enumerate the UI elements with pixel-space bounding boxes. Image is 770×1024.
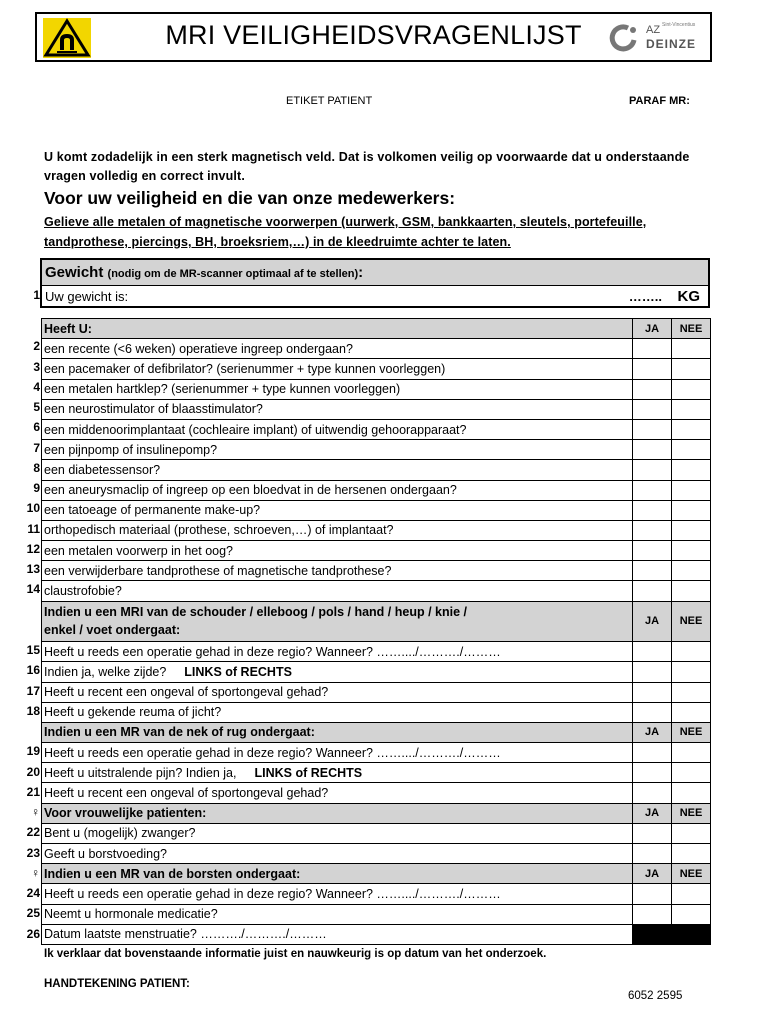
questions-table bbox=[41, 318, 711, 945]
question-number: 10 bbox=[26, 501, 40, 516]
no-checkbox[interactable] bbox=[672, 904, 711, 924]
question-text bbox=[42, 904, 633, 924]
yes-column-header: JA bbox=[633, 722, 672, 742]
yes-checkbox[interactable] bbox=[633, 743, 672, 763]
question-label: Heeft u uitstralende pijn? Indien ja, bbox=[44, 765, 237, 780]
question-number: 4 bbox=[33, 379, 40, 394]
no-checkbox bbox=[672, 924, 711, 944]
yes-checkbox bbox=[633, 924, 672, 944]
question-text bbox=[42, 541, 633, 561]
no-checkbox[interactable] bbox=[672, 500, 711, 520]
question-number: 20 bbox=[26, 764, 40, 779]
question-text bbox=[42, 823, 633, 843]
question-row bbox=[42, 581, 711, 601]
question-label: Heeft u reeds een operatie gehad in deze regio? Wanneer? ……..../………./……… bbox=[44, 745, 501, 760]
no-checkbox[interactable] bbox=[672, 339, 711, 359]
section-heading bbox=[42, 319, 633, 339]
no-column-header: NEE bbox=[672, 319, 711, 339]
yes-checkbox[interactable] bbox=[633, 339, 672, 359]
safety-heading: Voor uw veiligheid en die van onze medewerkers: bbox=[44, 188, 456, 208]
question-row bbox=[42, 541, 711, 561]
section-header bbox=[42, 601, 711, 642]
logo-sub: Sint-Vincentius bbox=[662, 22, 696, 28]
no-checkbox[interactable] bbox=[672, 561, 711, 581]
yes-checkbox[interactable] bbox=[633, 662, 672, 682]
hospital-logo bbox=[606, 22, 702, 54]
question-number: 12 bbox=[26, 541, 40, 556]
side-choice[interactable]: LINKS of RECHTS bbox=[254, 765, 363, 780]
section-header bbox=[42, 864, 711, 884]
yes-checkbox[interactable] bbox=[633, 823, 672, 843]
declaration: Ik verklaar dat bovenstaande informatie juist en nauwkeurig is op datum van het onderzoek. bbox=[44, 948, 547, 960]
yes-checkbox[interactable] bbox=[633, 642, 672, 662]
question-label: Heeft u gekende reuma of jicht? bbox=[44, 705, 222, 720]
no-checkbox[interactable] bbox=[672, 440, 711, 460]
question-number: 11 bbox=[27, 521, 40, 536]
question-number: 15 bbox=[26, 643, 40, 657]
yes-checkbox[interactable] bbox=[633, 520, 672, 540]
section-header bbox=[42, 319, 711, 339]
section-heading-text: Voor vrouwelijke patienten: bbox=[44, 806, 207, 821]
question-row bbox=[42, 379, 711, 399]
no-checkbox[interactable] bbox=[672, 520, 711, 540]
question-text bbox=[42, 702, 633, 722]
question-text bbox=[42, 844, 633, 864]
weight-heading bbox=[42, 260, 708, 286]
question-text bbox=[42, 561, 633, 581]
question-label: claustrofobie? bbox=[44, 584, 122, 599]
yes-checkbox[interactable] bbox=[633, 884, 672, 904]
weight-title: Gewicht bbox=[45, 264, 104, 281]
no-checkbox[interactable] bbox=[672, 399, 711, 419]
no-checkbox[interactable] bbox=[672, 581, 711, 601]
no-checkbox[interactable] bbox=[672, 823, 711, 843]
question-number: 13 bbox=[26, 562, 40, 576]
question-row bbox=[42, 339, 711, 359]
question-text bbox=[42, 581, 633, 601]
question-label: een diabetessensor? bbox=[44, 462, 161, 477]
question-number: 18 bbox=[26, 703, 40, 718]
question-number: 9 bbox=[33, 481, 40, 495]
yes-checkbox[interactable] bbox=[633, 379, 672, 399]
question-number: 2 bbox=[33, 339, 40, 354]
question-text bbox=[42, 480, 633, 500]
yes-checkbox[interactable] bbox=[633, 359, 672, 379]
no-column-header: NEE bbox=[672, 803, 711, 823]
no-checkbox[interactable] bbox=[672, 743, 711, 763]
yes-checkbox[interactable] bbox=[633, 702, 672, 722]
section-heading-text-2: enkel / voet ondergaat: bbox=[44, 623, 181, 638]
question-row bbox=[42, 561, 711, 581]
question-row bbox=[42, 359, 711, 379]
question-label: een neurostimulator of blaasstimulator? bbox=[44, 402, 263, 417]
yes-checkbox[interactable] bbox=[633, 399, 672, 419]
question-row bbox=[42, 642, 711, 662]
question-label: orthopedisch materiaal (prothese, schroeven,…) of implantaat? bbox=[44, 523, 394, 538]
question-row bbox=[42, 783, 711, 803]
logo-az: AZ bbox=[646, 24, 661, 36]
question-label: Indien ja, welke zijde? bbox=[44, 664, 167, 679]
form-code: 6052 2595 bbox=[628, 990, 683, 1002]
patient-label-area: ETIKET PATIENT bbox=[286, 95, 373, 107]
no-checkbox[interactable] bbox=[672, 763, 711, 783]
yes-checkbox[interactable] bbox=[633, 581, 672, 601]
question-row bbox=[42, 924, 711, 944]
question-number: 22 bbox=[26, 825, 40, 840]
section-heading-text: Heeft U: bbox=[44, 321, 92, 336]
weight-input-dots[interactable]: …….. bbox=[628, 289, 662, 304]
section-heading bbox=[42, 722, 633, 742]
side-choice[interactable]: LINKS of RECHTS bbox=[184, 664, 292, 679]
question-text bbox=[42, 662, 633, 682]
question-text bbox=[42, 440, 633, 460]
no-checkbox[interactable] bbox=[672, 541, 711, 561]
no-checkbox[interactable] bbox=[672, 844, 711, 864]
yes-column-header: JA bbox=[633, 803, 672, 823]
question-label: een recente (<6 weken) operatieve ingreep ondergaan? bbox=[44, 341, 353, 356]
section-heading bbox=[42, 864, 633, 884]
question-text bbox=[42, 359, 633, 379]
female-icon: ♀ bbox=[31, 865, 40, 880]
question-label: een pijnpomp of insulinepomp? bbox=[44, 442, 218, 457]
no-checkbox[interactable] bbox=[672, 460, 711, 480]
yes-checkbox[interactable] bbox=[633, 904, 672, 924]
weight-note: (nodig om de MR-scanner optimaal af te stellen) bbox=[107, 268, 359, 280]
question-row bbox=[42, 904, 711, 924]
question-number: 14 bbox=[26, 582, 40, 597]
question-row bbox=[42, 480, 711, 500]
question-label: een pacemaker of defibrilator? (serienummer + type kunnen voorleggen) bbox=[44, 361, 446, 376]
no-checkbox[interactable] bbox=[672, 783, 711, 803]
question-number: 6 bbox=[33, 420, 40, 435]
question-text bbox=[42, 460, 633, 480]
no-checkbox[interactable] bbox=[672, 419, 711, 439]
question-label: een metalen hartklep? (serienummer + type kunnen voorleggen) bbox=[44, 382, 401, 397]
yes-checkbox[interactable] bbox=[633, 783, 672, 803]
section-heading bbox=[42, 803, 633, 823]
no-checkbox[interactable] bbox=[672, 359, 711, 379]
section-header bbox=[42, 722, 711, 742]
question-number: 19 bbox=[26, 744, 40, 759]
question-label: een middenoorimplantaat (cochleaire implant) of uitwendig gehoorapparaat? bbox=[44, 422, 467, 437]
section-heading-text: Indien u een MR van de nek of rug ondergaat: bbox=[44, 725, 315, 740]
question-row bbox=[42, 884, 711, 904]
question-number: 23 bbox=[26, 845, 40, 860]
question-number: 26 bbox=[26, 926, 40, 941]
intro-text: U komt zodadelijk in een sterk magnetisch veld. Dat is volkomen veilig op voorwaarde dat u onderstaande vragen volledig en correct invult. bbox=[44, 150, 690, 183]
yes-checkbox[interactable] bbox=[633, 541, 672, 561]
question-label: Heeft u recent een ongeval of sportongeval gehad? bbox=[44, 685, 329, 700]
form-header bbox=[35, 12, 712, 62]
question-number: 3 bbox=[33, 359, 40, 374]
question-row bbox=[42, 399, 711, 419]
question-row bbox=[42, 844, 711, 864]
question-label: Heeft u reeds een operatie gehad in deze regio? Wanneer? ……..../………./……… bbox=[44, 886, 501, 901]
question-row bbox=[42, 763, 711, 783]
question-number: 1 bbox=[33, 288, 40, 302]
yes-checkbox[interactable] bbox=[633, 844, 672, 864]
question-row bbox=[42, 702, 711, 722]
no-checkbox[interactable] bbox=[672, 642, 711, 662]
question-label: een metalen voorwerp in het oog? bbox=[44, 543, 234, 558]
question-row bbox=[42, 419, 711, 439]
form-title: MRI VEILIGHEIDSVRAGENLIJST bbox=[165, 20, 582, 50]
no-checkbox[interactable] bbox=[672, 379, 711, 399]
question-row bbox=[42, 460, 711, 480]
no-checkbox[interactable] bbox=[672, 662, 711, 682]
question-label: Heeft u reeds een operatie gehad in deze regio? Wanneer? ……..../………./……… bbox=[44, 644, 501, 659]
yes-checkbox[interactable] bbox=[633, 440, 672, 460]
yes-checkbox[interactable] bbox=[633, 561, 672, 581]
metal-instruction: Gelieve alle metalen of magnetische voorwerpen (uurwerk, GSM, bankkaarten, sleutels, portefeuille, tandprothese, piercings, BH, broeksriem,…) in de kleedruimte achter te laten. bbox=[44, 215, 647, 249]
yes-column-header: JA bbox=[633, 864, 672, 884]
question-number: 7 bbox=[33, 440, 40, 455]
question-text bbox=[42, 884, 633, 904]
question-text bbox=[42, 783, 633, 803]
question-text bbox=[42, 339, 633, 359]
question-number: 21 bbox=[26, 784, 40, 799]
question-number: 25 bbox=[26, 906, 40, 921]
question-row bbox=[42, 743, 711, 763]
no-column-header: NEE bbox=[672, 864, 711, 884]
question-row bbox=[42, 682, 711, 702]
question-label: een tatoeage of permanente make-up? bbox=[44, 503, 261, 518]
paraf-mr-label: PARAF MR: bbox=[629, 95, 690, 107]
question-text bbox=[42, 682, 633, 702]
yes-checkbox[interactable] bbox=[633, 419, 672, 439]
no-checkbox[interactable] bbox=[672, 702, 711, 722]
logo-deinze: DEINZE bbox=[646, 37, 697, 51]
question-number: 24 bbox=[26, 886, 40, 900]
question-label: Neemt u hormonale medicatie? bbox=[44, 907, 218, 922]
question-text bbox=[42, 763, 633, 783]
question-label: Geeft u borstvoeding? bbox=[44, 846, 167, 861]
section-heading-text: Indien u een MR van de borsten ondergaat: bbox=[44, 866, 301, 881]
question-number: 17 bbox=[26, 683, 40, 698]
section-heading-text: Indien u een MRI van de schouder / elleboog / pols / hand / heup / knie / bbox=[44, 605, 467, 620]
question-text bbox=[42, 419, 633, 439]
yes-column-header: JA bbox=[633, 601, 672, 642]
female-icon: ♀ bbox=[31, 805, 40, 819]
section-heading bbox=[42, 601, 633, 642]
question-number: 5 bbox=[33, 400, 40, 414]
yes-checkbox[interactable] bbox=[633, 763, 672, 783]
no-column-header: NEE bbox=[672, 601, 711, 642]
logo-swirl-icon bbox=[606, 22, 640, 54]
no-checkbox[interactable] bbox=[672, 480, 711, 500]
weight-question: Uw gewicht is: bbox=[45, 289, 129, 304]
no-column-header: NEE bbox=[672, 722, 711, 742]
yes-checkbox[interactable] bbox=[633, 480, 672, 500]
weight-section bbox=[40, 258, 710, 308]
yes-checkbox[interactable] bbox=[633, 500, 672, 520]
question-text bbox=[42, 520, 633, 540]
no-checkbox[interactable] bbox=[672, 884, 711, 904]
question-label: Datum laatste menstruatie? ………./………./……… bbox=[44, 927, 327, 942]
section-header bbox=[42, 803, 711, 823]
question-text bbox=[42, 924, 633, 944]
question-text bbox=[42, 399, 633, 419]
no-checkbox[interactable] bbox=[672, 682, 711, 702]
question-row bbox=[42, 823, 711, 843]
yes-checkbox[interactable] bbox=[633, 460, 672, 480]
question-number: 16 bbox=[26, 663, 40, 678]
weight-unit: KG bbox=[677, 288, 700, 305]
question-label: een aneurysmaclip of ingreep op een bloedvat in de hersenen ondergaan? bbox=[44, 483, 457, 498]
yes-column-header: JA bbox=[633, 319, 672, 339]
question-label: een verwijderbare tandprothese of magnetische tandprothese? bbox=[44, 563, 392, 578]
question-number: 8 bbox=[33, 460, 40, 475]
question-text bbox=[42, 743, 633, 763]
question-label: Heeft u recent een ongeval of sportongeval gehad? bbox=[44, 786, 329, 801]
weight-colon: : bbox=[358, 264, 364, 281]
question-row bbox=[42, 520, 711, 540]
question-row bbox=[42, 500, 711, 520]
question-text bbox=[42, 379, 633, 399]
question-row bbox=[42, 440, 711, 460]
question-row bbox=[42, 662, 711, 682]
question-label: Bent u (mogelijk) zwanger? bbox=[44, 826, 196, 841]
question-text bbox=[42, 500, 633, 520]
weight-row[interactable] bbox=[42, 286, 708, 309]
yes-checkbox[interactable] bbox=[633, 682, 672, 702]
signature-label: HANDTEKENING PATIENT: bbox=[44, 978, 190, 990]
question-text bbox=[42, 642, 633, 662]
